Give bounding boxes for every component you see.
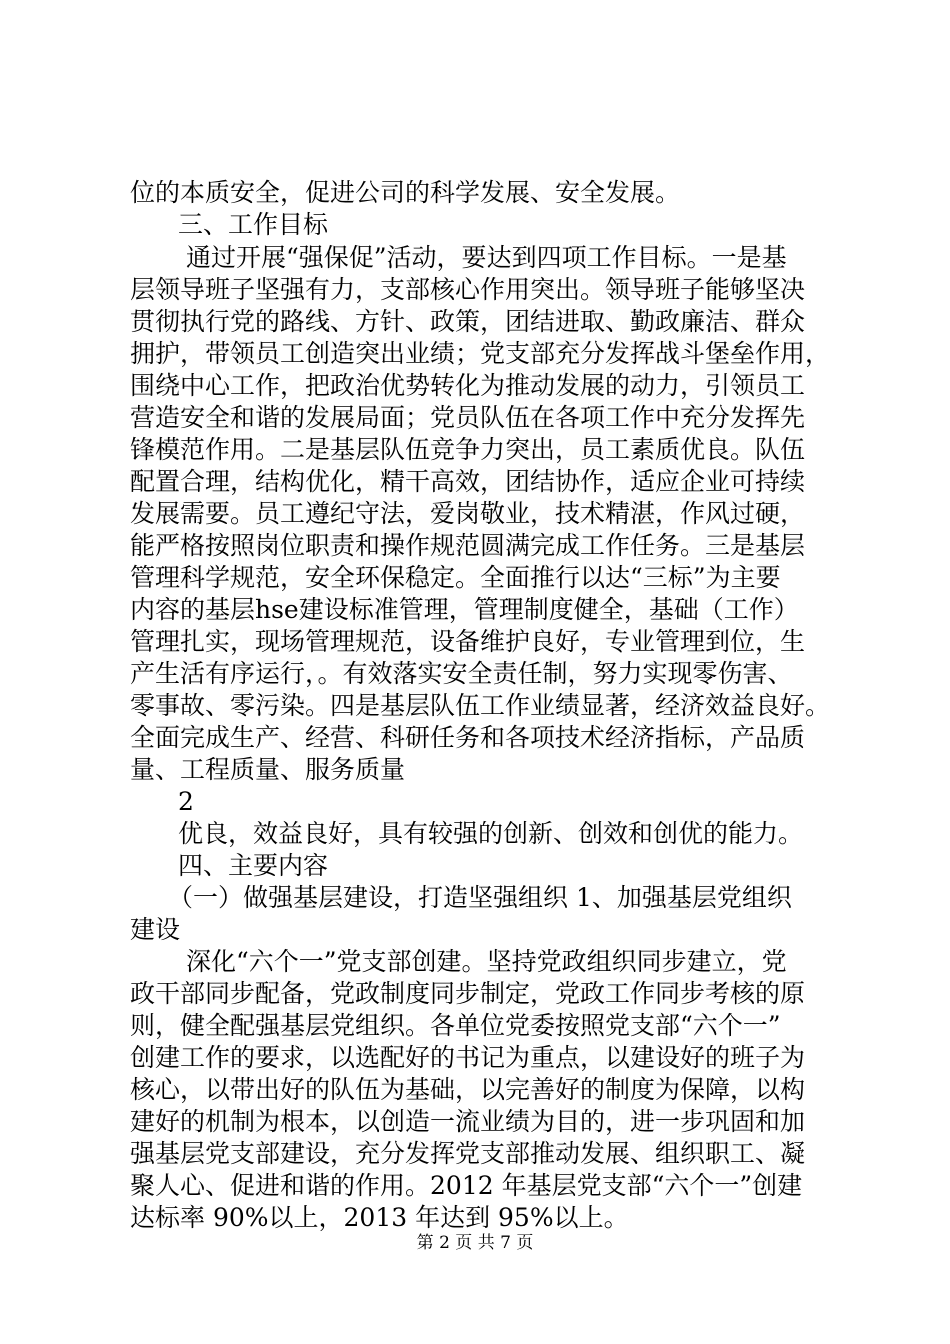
section-heading: 四、主要内容 [178,851,329,880]
text-line: 围绕中心工作，把政治优势转化为推动发展的动力，引领员工 [130,371,806,400]
section-heading: 三、工作目标 [178,210,329,239]
text-line: 拥护，带领员工创造突出业绩；党支部充分发挥战斗堡垒作用， [130,339,831,368]
text-line: 产生活有序运行，。有效落实安全责任制，努力实现零伤害、 [130,659,793,688]
text-line: 量、工程质量、服务质量 [130,755,406,784]
text-line: 能严格按照岗位职责和操作规范圆满完成工作任务。三是基层 [130,531,806,560]
text-line: 内容的基层hse建设标准管理，管理制度健全，基础（工作） [130,595,799,624]
text-line: 聚人心、促进和谐的作用。2012 年基层党支部“六个一”创建 [130,1171,803,1200]
text-line: 零事故、零污染。四是基层队伍工作业绩显著，经济效益良好。 [130,691,831,720]
subsection-heading: 建设 [130,915,181,944]
text-line: 管理科学规范，安全环保稳定。全面推行以达“三标”为主要 [130,563,781,592]
text-line: 通过开展“强保促”活动，要达到四项工作目标。一是基 [186,243,787,272]
text-line: 深化“六个一”党支部创建。坚持党政组织同步建立，党 [186,947,787,976]
text-line: 核心，以带出好的队伍为基础，以完善好的制度为保障，以构 [130,1075,806,1104]
text-line: 配置合理，结构优化，精干高效，团结协作，适应企业可持续 [130,467,806,496]
text-line: 位的本质安全，促进公司的科学发展、安全发展。 [130,178,681,207]
page-number-inline: 2 [178,787,194,816]
page-footer: 第 2 页 共 7 页 [416,1233,534,1253]
text-line: 优良，效益良好，具有较强的创新、创效和创优的能力。 [178,819,804,848]
subsection-heading: （一）做强基层建设，打造坚强组织 1、加强基层党组织 [168,883,792,912]
text-line: 管理扎实，现场管理规范，设备维护良好，专业管理到位，生 [130,627,806,656]
text-line: 营造安全和谐的发展局面；党员队伍在各项工作中充分发挥先 [130,403,806,432]
text-line: 发展需要。员工遵纪守法，爱岗敬业，技术精湛，作风过硬， [130,499,806,528]
text-line: 全面完成生产、经营、科研任务和各项技术经济指标，产品质 [130,723,806,752]
text-line: 政干部同步配备，党政制度同步制定，党政工作同步考核的原 [130,979,806,1008]
text-line: 创建工作的要求，以选配好的书记为重点，以建设好的班子为 [130,1043,806,1072]
text-line: 层领导班子坚强有力，支部核心作用突出。领导班子能够坚决 [130,275,806,304]
text-line: 达标率 90%以上，2013 年达到 95%以上。 [130,1203,629,1232]
text-line: 贯彻执行党的路线、方针、政策，团结进取、勤政廉洁、群众 [130,307,806,336]
text-line: 锋模范作用。二是基层队伍竞争力突出，员工素质优良。队伍 [130,435,806,464]
text-line: 则，健全配强基层党组织。各单位党委按照党支部“六个一” [130,1011,781,1040]
text-line: 建好的机制为根本，以创造一流业绩为目的，进一步巩固和加 [130,1107,806,1136]
text-line: 强基层党支部建设，充分发挥党支部推动发展、组织职工、凝 [130,1139,806,1168]
